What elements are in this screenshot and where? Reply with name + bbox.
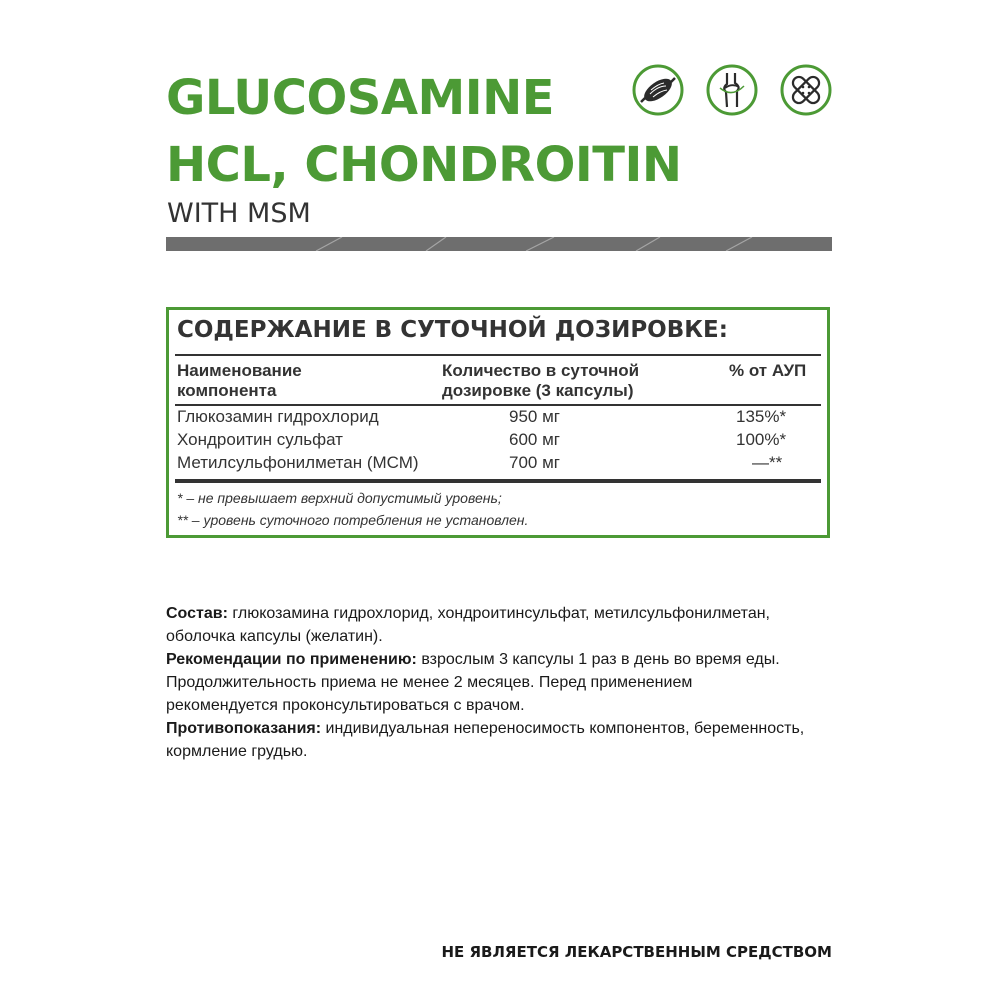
contraindications-paragraph (166, 717, 806, 763)
footnote-2: ** – уровень суточного потребления не установлен. (177, 512, 529, 528)
product-title-line-2: HCL, CHONDROITIN (166, 137, 682, 193)
header-amount-line1: Количество в суточной (442, 361, 640, 380)
row-3-name: Метилсульфонилметан (МСМ) (177, 453, 419, 472)
table-bottom-divider (175, 479, 821, 483)
row-1-percent: 135%* (736, 407, 787, 426)
composition-label: Состав: (166, 605, 228, 622)
product-title-line-1: GLUCOSAMINE (166, 70, 555, 126)
contraindications-text: индивидуальная непереносимость компонентов, беременность, кормление грудью. (166, 720, 805, 760)
bandage-icon (780, 64, 832, 116)
product-subtitle: WITH MSM (167, 198, 311, 229)
dose-heading: СОДЕРЖАНИЕ В СУТОЧНОЙ ДОЗИРОВКЕ: (177, 317, 728, 343)
header-name-line1: Наименование (177, 361, 302, 380)
decorative-divider-bar (166, 237, 832, 251)
heading-divider (175, 354, 821, 356)
benefit-icons (632, 64, 834, 118)
composition-paragraph (166, 602, 806, 648)
row-3-amount: 700 мг (509, 453, 560, 472)
row-2-amount: 600 мг (509, 430, 560, 449)
contraindications-label: Противопоказания: (166, 720, 322, 737)
row-2-name: Хондроитин сульфат (177, 430, 343, 449)
usage-label: Рекомендации по применению: (166, 651, 417, 668)
header-divider (175, 404, 821, 406)
header-percent: % от АУП (729, 361, 807, 380)
joint-icon (706, 64, 758, 116)
product-info-text (166, 602, 806, 763)
header-name-line2: компонента (177, 381, 277, 400)
muscle-icon (632, 64, 684, 116)
daily-dose-panel (166, 307, 830, 538)
row-1-name: Глюкозамин гидрохлорид (177, 407, 379, 426)
header-amount-line2: дозировке (3 капсулы) (442, 381, 634, 400)
row-3-percent: —** (752, 453, 783, 472)
usage-text: взрослым 3 капсулы 1 раз в день во время еды. Продолжительность приема не менее 2 месяцев. Перед применением рекомендуется проконсультироваться с врачом. (166, 651, 780, 714)
row-1-amount: 950 мг (509, 407, 560, 426)
not-a-medicine-disclaimer: НЕ ЯВЛЯЕТСЯ ЛЕКАРСТВЕННЫМ СРЕДСТВОМ (441, 943, 832, 961)
footnote-1: * – не превышает верхний допустимый уровень; (177, 490, 502, 506)
composition-text: глюкозамина гидрохлорид, хондроитинсульфат, метилсульфонилметан, оболочка капсулы (желатин). (166, 605, 770, 645)
row-2-percent: 100%* (736, 430, 787, 449)
usage-paragraph (166, 648, 806, 717)
